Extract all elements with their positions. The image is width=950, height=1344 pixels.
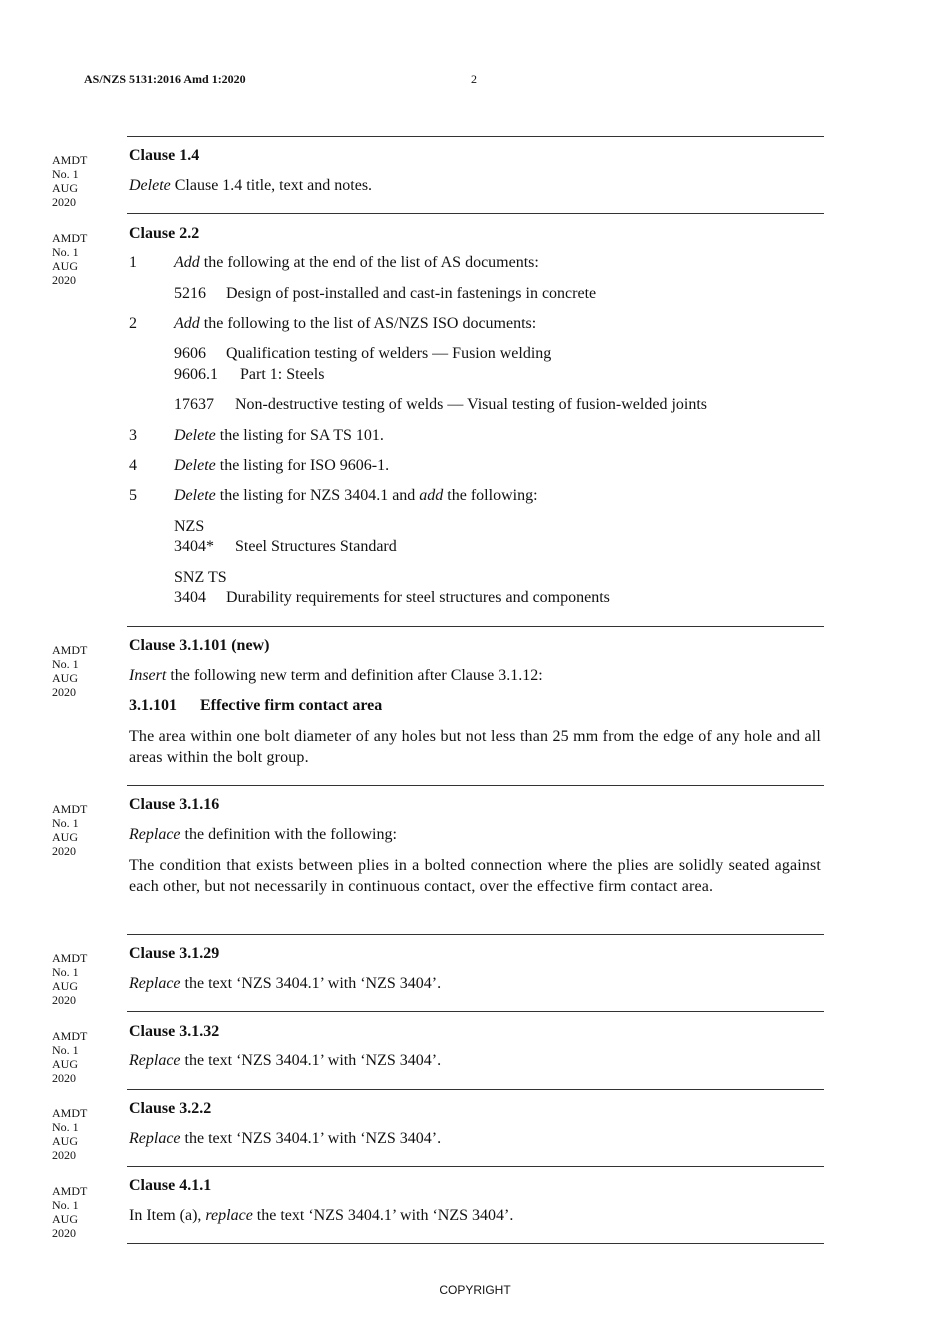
amendment-tag: AMDT No. 1 AUG 2020	[52, 802, 88, 858]
page-number: 2	[471, 72, 477, 86]
clause-heading: Clause 3.1.16	[129, 796, 220, 813]
section-rule	[127, 213, 824, 214]
section-rule	[127, 1089, 824, 1090]
amendment-tag: AMDT No. 1 AUG 2020	[52, 231, 88, 287]
item-number: 1	[129, 254, 137, 271]
clause-instruction: In Item (a), replace the text ‘NZS 3404.1’ with ‘NZS 3404’.	[129, 1207, 514, 1224]
item-instruction: Delete the listing for SA TS 101.	[174, 427, 384, 444]
amendment-tag: AMDT No. 1 AUG 2020	[52, 1106, 88, 1162]
clause-instruction: Insert the following new term and definition after Clause 3.1.12:	[129, 667, 543, 684]
amendment-tag: AMDT No. 1 AUG 2020	[52, 1184, 88, 1240]
clause-instruction: Replace the text ‘NZS 3404.1’ with ‘NZS 3404’.	[129, 1130, 442, 1147]
document-identifier: AS/NZS 5131:2016 Amd 1:2020	[84, 72, 246, 86]
item-instruction: Add the following at the end of the list of AS documents:	[174, 254, 539, 271]
copyright-footer: COPYRIGHT	[439, 1283, 511, 1297]
amendment-tag: AMDT No. 1 AUG 2020	[52, 951, 88, 1007]
section-rule	[127, 934, 824, 935]
amendment-tag: AMDT No. 1 AUG 2020	[52, 1029, 88, 1085]
clause-heading: Clause 3.1.32	[129, 1023, 220, 1040]
term-heading: 3.1.101 Effective firm contact area	[129, 697, 383, 714]
item-instruction: Delete the listing for ISO 9606-1.	[174, 457, 390, 474]
item-number: 3	[129, 427, 137, 444]
definition-text: The condition that exists between plies in a bolted connection where the plies are solidly seated against each other, but not necessarily in continuous contact, over the effective firm contact area.	[129, 857, 821, 895]
section-rule	[127, 1243, 824, 1244]
clause-heading: Clause 2.2	[129, 225, 200, 242]
reference-prefix: SNZ TS	[174, 569, 227, 586]
reference-entry: 5216 Design of post-installed and cast-in fastenings in concrete	[174, 285, 597, 302]
clause-heading: Clause 3.2.2	[129, 1100, 212, 1117]
amendment-tag: AMDT No. 1 AUG 2020	[52, 153, 88, 209]
clause-instruction: Replace the text ‘NZS 3404.1’ with ‘NZS 3404’.	[129, 1052, 442, 1069]
section-rule	[127, 136, 824, 137]
section-rule	[127, 626, 824, 627]
clause-instruction: Replace the text ‘NZS 3404.1’ with ‘NZS 3404’.	[129, 975, 442, 992]
item-instruction: Add the following to the list of AS/NZS ISO documents:	[174, 315, 537, 332]
item-number: 2	[129, 315, 137, 332]
definition-text: The area within one bolt diameter of any holes but not less than 25 mm from the edge of any hole and all areas within the bolt group.	[129, 728, 821, 766]
reference-entry: 17637 Non-destructive testing of welds — Visual testing of fusion-welded joints	[174, 396, 708, 413]
section-rule	[127, 1011, 824, 1012]
clause-instruction: Replace the definition with the following:	[129, 826, 397, 843]
clause-heading: Clause 1.4	[129, 147, 200, 164]
reference-entry: 3404* Steel Structures Standard	[174, 538, 397, 555]
section-rule	[127, 785, 824, 786]
item-instruction: Delete the listing for NZS 3404.1 and add the following:	[174, 487, 538, 504]
clause-instruction: Delete Clause 1.4 title, text and notes.	[129, 177, 373, 194]
amendment-tag: AMDT No. 1 AUG 2020	[52, 643, 88, 699]
clause-heading: Clause 3.1.101 (new)	[129, 637, 270, 654]
clause-heading: Clause 3.1.29	[129, 945, 220, 962]
reference-entry: 9606.1 Part 1: Steels	[174, 366, 325, 383]
reference-entry: 9606 Qualification testing of welders — Fusion welding	[174, 345, 552, 362]
clause-heading: Clause 4.1.1	[129, 1177, 212, 1194]
item-number: 4	[129, 457, 137, 474]
item-number: 5	[129, 487, 137, 504]
section-rule	[127, 1166, 824, 1167]
reference-entry: 3404 Durability requirements for steel structures and components	[174, 589, 610, 606]
reference-prefix: NZS	[174, 518, 205, 535]
